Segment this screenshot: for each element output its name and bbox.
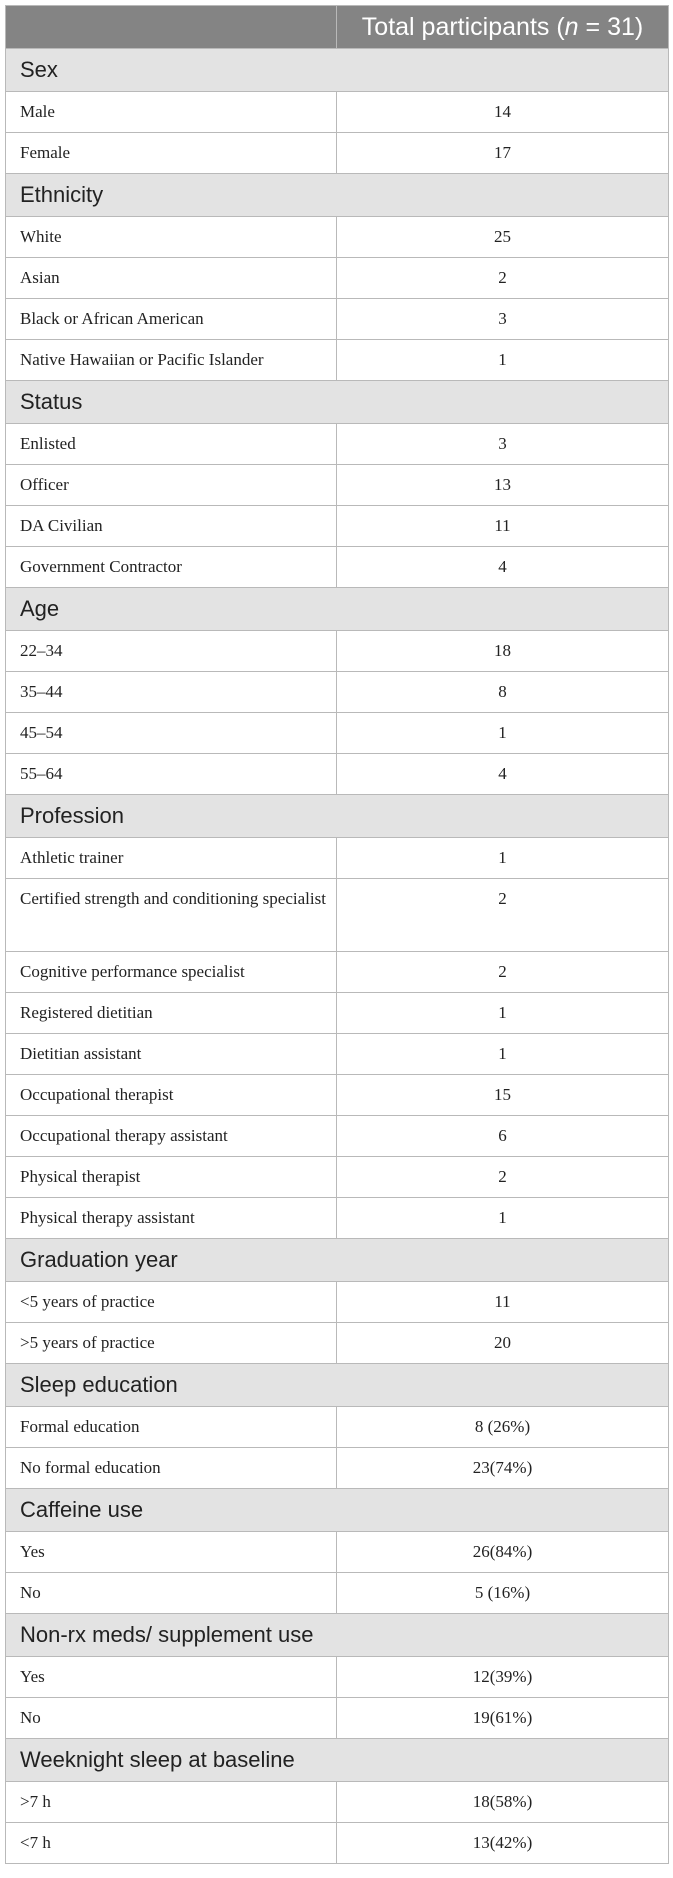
row-value: 19(61%) (337, 1698, 669, 1739)
row-value: 18 (337, 631, 669, 672)
section-title: Graduation year (6, 1239, 669, 1282)
row-label: Yes (6, 1532, 337, 1573)
row-label: Asian (6, 258, 337, 299)
row-value: 1 (337, 838, 669, 879)
row-label: <7 h (6, 1823, 337, 1864)
section-header-row (6, 588, 669, 631)
section-header-row (6, 49, 669, 92)
row-value: 1 (337, 1034, 669, 1075)
table-row (6, 547, 669, 588)
row-label: Registered dietitian (6, 993, 337, 1034)
row-value: 1 (337, 713, 669, 754)
row-value: 1 (337, 340, 669, 381)
section-header-row (6, 1239, 669, 1282)
row-value: 18(58%) (337, 1782, 669, 1823)
section-header-row (6, 174, 669, 217)
row-label: Enlisted (6, 424, 337, 465)
row-label: Black or African American (6, 299, 337, 340)
row-value: 13 (337, 465, 669, 506)
row-value: 13(42%) (337, 1823, 669, 1864)
row-label: White (6, 217, 337, 258)
table-row (6, 1573, 669, 1614)
section-title: Status (6, 381, 669, 424)
section-header-row (6, 381, 669, 424)
row-label: Government Contractor (6, 547, 337, 588)
section-title: Sleep education (6, 1364, 669, 1407)
row-value: 4 (337, 547, 669, 588)
table-row (6, 838, 669, 879)
table-row (6, 1407, 669, 1448)
header-n-symbol: n (564, 12, 579, 41)
section-header-row (6, 1739, 669, 1782)
header-label-cell (6, 6, 337, 49)
table-row (6, 1157, 669, 1198)
table-row (6, 1034, 669, 1075)
table-row (6, 217, 669, 258)
section-title: Profession (6, 795, 669, 838)
header-prefix: Total participants ( (361, 12, 565, 41)
row-value: 23(74%) (337, 1448, 669, 1489)
row-label: Cognitive performance specialist (6, 952, 337, 993)
row-label: Native Hawaiian or Pacific Islander (6, 340, 337, 381)
table-row (6, 1282, 669, 1323)
row-value: 20 (337, 1323, 669, 1364)
table-row (6, 133, 669, 174)
table-row (6, 465, 669, 506)
row-label: No formal education (6, 1448, 337, 1489)
row-label: No (6, 1698, 337, 1739)
section-title: Sex (6, 49, 669, 92)
row-value: 8 (337, 672, 669, 713)
row-value: 15 (337, 1075, 669, 1116)
row-label: 55–64 (6, 754, 337, 795)
row-value: 17 (337, 133, 669, 174)
table-body (6, 49, 669, 1864)
table-row (6, 1075, 669, 1116)
header-total-participants (337, 6, 669, 49)
row-label: Physical therapist (6, 1157, 337, 1198)
row-value: 3 (337, 299, 669, 340)
row-value: 14 (337, 92, 669, 133)
table-row (6, 340, 669, 381)
row-label: Physical therapy assistant (6, 1198, 337, 1239)
row-value: 2 (337, 258, 669, 299)
table-row (6, 1782, 669, 1823)
table-row (6, 993, 669, 1034)
row-value: 8 (26%) (337, 1407, 669, 1448)
row-label: Male (6, 92, 337, 133)
table-row (6, 1448, 669, 1489)
row-label: Formal education (6, 1407, 337, 1448)
table-row (6, 424, 669, 465)
section-header-row (6, 1614, 669, 1657)
participants-table (5, 5, 669, 1864)
row-value: 11 (337, 1282, 669, 1323)
table-header-row (6, 6, 669, 49)
row-label: Dietitian assistant (6, 1034, 337, 1075)
row-label: Female (6, 133, 337, 174)
table-row (6, 1198, 669, 1239)
row-value: 4 (337, 754, 669, 795)
row-value: 2 (337, 879, 669, 952)
table-row (6, 1657, 669, 1698)
row-value: 6 (337, 1116, 669, 1157)
row-value: 1 (337, 1198, 669, 1239)
table-row (6, 258, 669, 299)
header-suffix: = 31) (578, 12, 644, 41)
section-header-row (6, 795, 669, 838)
row-label: 45–54 (6, 713, 337, 754)
row-value: 25 (337, 217, 669, 258)
row-label: Officer (6, 465, 337, 506)
row-label: Occupational therapist (6, 1075, 337, 1116)
row-value: 1 (337, 993, 669, 1034)
table-row (6, 1532, 669, 1573)
section-header-row (6, 1489, 669, 1532)
row-label: No (6, 1573, 337, 1614)
row-value: 5 (16%) (337, 1573, 669, 1614)
row-value: 2 (337, 952, 669, 993)
table-row (6, 631, 669, 672)
section-title: Caffeine use (6, 1489, 669, 1532)
table-row (6, 1323, 669, 1364)
row-label: Certified strength and conditioning specialist (6, 879, 337, 952)
table-row (6, 952, 669, 993)
row-value: 26(84%) (337, 1532, 669, 1573)
row-label: 35–44 (6, 672, 337, 713)
section-title: Ethnicity (6, 174, 669, 217)
row-label: >7 h (6, 1782, 337, 1823)
table-row (6, 1823, 669, 1864)
row-label: Yes (6, 1657, 337, 1698)
table-row (6, 879, 669, 952)
row-value: 2 (337, 1157, 669, 1198)
row-label: Occupational therapy assistant (6, 1116, 337, 1157)
section-title: Weeknight sleep at baseline (6, 1739, 669, 1782)
row-label: 22–34 (6, 631, 337, 672)
row-label: <5 years of practice (6, 1282, 337, 1323)
row-value: 12(39%) (337, 1657, 669, 1698)
row-label: >5 years of practice (6, 1323, 337, 1364)
section-title: Non-rx meds/ supplement use (6, 1614, 669, 1657)
table-row (6, 713, 669, 754)
row-value: 11 (337, 506, 669, 547)
section-header-row (6, 1364, 669, 1407)
section-title: Age (6, 588, 669, 631)
table-row (6, 92, 669, 133)
participants-table-container (5, 5, 668, 1864)
row-value: 3 (337, 424, 669, 465)
table-row (6, 754, 669, 795)
table-row (6, 299, 669, 340)
row-label: DA Civilian (6, 506, 337, 547)
table-row (6, 506, 669, 547)
table-row (6, 1116, 669, 1157)
row-label: Athletic trainer (6, 838, 337, 879)
table-row (6, 672, 669, 713)
table-row (6, 1698, 669, 1739)
